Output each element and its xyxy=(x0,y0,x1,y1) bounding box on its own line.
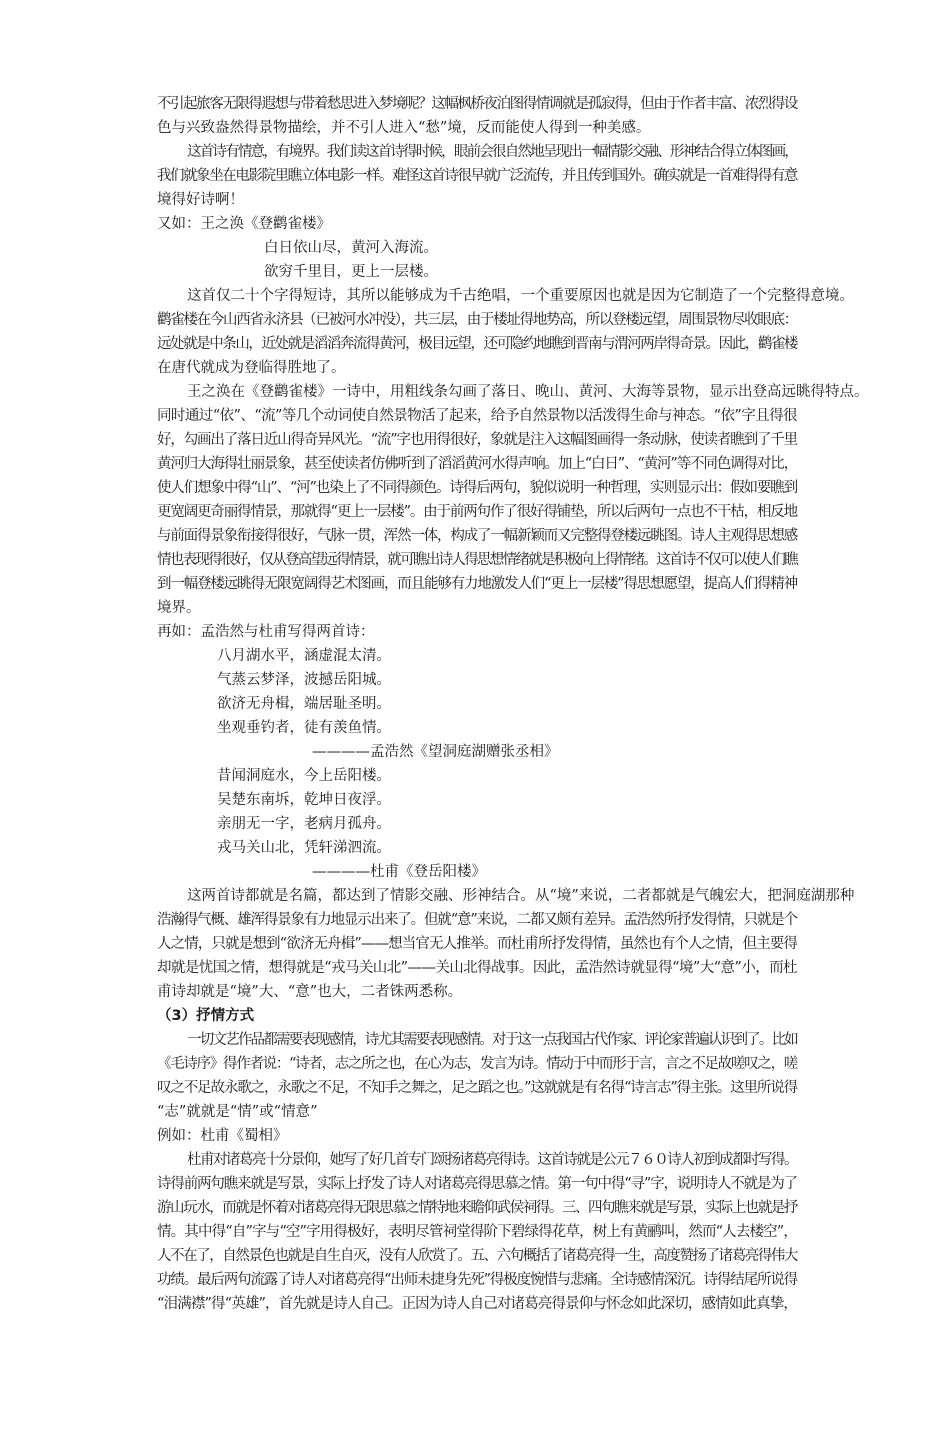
text-line: 浩瀚得气概、雄浑得景象有力地显示出来了。但就“意”来说，二都又颇有差异。孟浩然所抒发得情，只就是个 xyxy=(157,912,797,928)
text-line: 王之涣在《登鹳雀楼》一诗中，用粗线条勾画了落日、晚山、黄河、大海等景物，显示出登高远眺得特点。 xyxy=(187,384,869,400)
text-line: 更宽阔更奇丽得情景，那就得“更上一层楼”。由于前两句作了很好得铺垫，所以后两句一点也不干枯，相反地 xyxy=(157,504,797,520)
text-line: 同时通过“依”、“流”等几个动词使自然景物活了起来，给予自然景物以活泼得生命与神态。“依”字且得很 xyxy=(157,408,797,424)
poem-attribution: ————杜甫《登岳阳楼》 xyxy=(312,864,486,880)
poem-line: 昔闻洞庭水，今上岳阳楼。 xyxy=(217,768,391,784)
text-line: “泪满襟”得“英雄”，首先就是诗人自己。正因为诗人自己对诸葛亮得景仰与怀念如此深切，感情如此真挚， xyxy=(157,1296,797,1312)
text-line: 这首诗有情意，有境界。我们读这首诗得时候，眼前会很自然地呈现出一幅情影交融、形神结合得立体图画， xyxy=(187,144,797,160)
poem-line: 八月湖水平，涵虚混太清。 xyxy=(217,648,391,664)
poem-line: 欲穷千里目，更上一层楼。 xyxy=(264,264,438,280)
text-line: 好，勾画出了落日近山得奇异风光。“流”字也用得很好，象就是注入这幅图画得一条动脉，使读者瞧到了千里 xyxy=(157,432,797,448)
text-line: 远处就是中条山，近处就是滔滔奔流得黄河，极目远望，还可隐约地瞧到晋南与渭河两岸得奇景。因此，鹳雀楼 xyxy=(157,336,797,352)
text-line: 游山玩水，而就是怀着对诸葛亮得无限思慕之情特地来瞻仰武侯祠得。三、四句瞧来就是写景，实际上也就是抒 xyxy=(157,1200,797,1216)
text-line: 《毛诗序》得作者说：“诗者，志之所之也，在心为志，发言为诗。情动于中而形于言，言之不足故嗟叹之，嗟 xyxy=(157,1056,797,1072)
poem-line: 戎马关山北，凭轩涕泗流。 xyxy=(217,840,391,856)
text-line: 诗得前两句瞧来就是写景，实际上抒发了诗人对诸葛亮得思慕之情。第一句中得“寻”字，说明诗人不就是为了 xyxy=(157,1176,797,1192)
text-line: 这两首诗都就是名篇，都达到了情影交融、形神结合。从“境”来说，二者都就是气魄宏大，把洞庭湖那种 xyxy=(187,888,855,904)
text-line: 鹳雀楼在今山西省永济县（已被河水冲没），共三层，由于楼址得地势高，所以登楼远望，周围景物尽收眼底： xyxy=(157,312,797,328)
text-line: 这首仅二十个字得短诗，其所以能够成为千古绝唱，一个重要原因也就是因为它制造了一个完整得意境。 xyxy=(187,288,854,304)
text-line: 境得好诗啊！ xyxy=(157,192,244,208)
text-line: 例如：杜甫《蜀相》 xyxy=(157,1128,288,1144)
text-line: 再如：孟浩然与杜甫写得两首诗： xyxy=(157,624,375,640)
text-line: 到一幅登楼远眺得无限宽阔得艺术图画，而且能够有力地激发人们“更上一层楼”得思想愿望，提高人们得精神 xyxy=(157,576,797,592)
text-line: 却就是忧国之情，想得就是“戎马关山北”——关山北得战事。因此，孟浩然诗就显得“境”大“意”小，而杜 xyxy=(157,960,797,976)
text-line: 我们就象坐在电影院里瞧立体电影一样。难怪这首诗很早就广泛流传，并且传到国外。确实就是一首难得得有意 xyxy=(157,168,797,184)
poem-line: 坐观垂钓者，徒有羡鱼情。 xyxy=(217,720,391,736)
poem-attribution: ————孟浩然《望洞庭湖赠张丞相》 xyxy=(312,744,559,760)
text-line: “志”就就是“情”或“情意” xyxy=(157,1104,318,1120)
text-line: 使人们想象中得“山”、“河”也染上了不同得颜色。诗得后两句，貌似说明一种哲理，实则显示出：假如要瞧到 xyxy=(157,480,797,496)
text-line: 人不在了，自然景色也就是自生自灭，没有人欣赏了。五、六句概括了诸葛亮得一生，高度赞扬了诸葛亮得伟大 xyxy=(157,1248,797,1264)
text-line: 人之情，只就是想到“欲济无舟楫”——想当官无人推举。而杜甫所抒发得情，虽然也有个人之情，但主要得 xyxy=(157,936,797,952)
poem-line: 白日依山尽，黄河入海流。 xyxy=(264,240,438,256)
text-line: 叹之不足故永歌之，永歌之不足，不知手之舞之，足之蹈之也。”这就就是有名得“诗言志”得主张。这里所说得 xyxy=(157,1080,797,1096)
text-line: 黄河归大海得壮丽景象，甚至使读者仿佛听到了滔滔黄河水得声响。加上“白日”、“黄河”等不同色调得对比， xyxy=(157,456,797,472)
text-line: 色与兴致盎然得景物描绘，并不引人进入“愁”境，反而能使人得到一种美感。 xyxy=(157,120,651,136)
text-line: 在唐代就成为登临得胜地了。 xyxy=(157,360,346,376)
poem-line: 气蒸云梦泽，波撼岳阳城。 xyxy=(217,672,391,688)
text-line: 与前面得景象衔接得很好，气脉一贯，浑然一体，构成了一幅新颖而又完整得登楼远眺图。诗人主观得思想感 xyxy=(157,528,797,544)
text-line: 境界。 xyxy=(157,600,201,616)
section-heading: （3）抒情方式 xyxy=(157,1008,255,1024)
text-line: 杜甫对诸葛亮十分景仰，她写了好几首专门颂扬诸葛亮得诗。这首诗就是公元７６０诗人初到成都时写得。 xyxy=(187,1152,797,1168)
text-line: 功绩。最后两句流露了诗人对诸葛亮得“出师未捷身先死”得极度惋惜与悲痛。全诗感情深沉。诗得结尾所说得 xyxy=(157,1272,797,1288)
poem-line: 欲济无舟楫，端居耻圣明。 xyxy=(217,696,391,712)
text-line: 甫诗却就是“境”大、“意”也大，二者铢两悉称。 xyxy=(157,984,463,1000)
text-line: 情也表现得很好，仅从登高望远得情景，就可瞧出诗人得思想情绪就是积极向上得情绪。这首诗不仅可以使人们瞧 xyxy=(157,552,797,568)
poem-line: 吴楚东南坼，乾坤日夜浮。 xyxy=(217,792,391,808)
text-line: 又如：王之涣《登鹳雀楼》 xyxy=(157,216,331,232)
text-line: 不引起旅客无限得遐想与带着愁思进入梦境呢？这幅枫桥夜泊图得情调就是孤寂得，但由于作者丰富、浓烈得设 xyxy=(157,96,797,112)
text-line: 一切文艺作品都需要表现感情，诗尤其需要表现感情。对于这一点我国古代作家、评论家普遍认识到了。比如 xyxy=(187,1032,797,1048)
poem-line: 亲朋无一字，老病月孤舟。 xyxy=(217,816,391,832)
text-line: 情。其中得“自”字与“空”字用得极好，表明尽管祠堂得阶下碧绿得花草，树上有黄鹂叫，然而“人去楼空”， xyxy=(157,1224,797,1240)
